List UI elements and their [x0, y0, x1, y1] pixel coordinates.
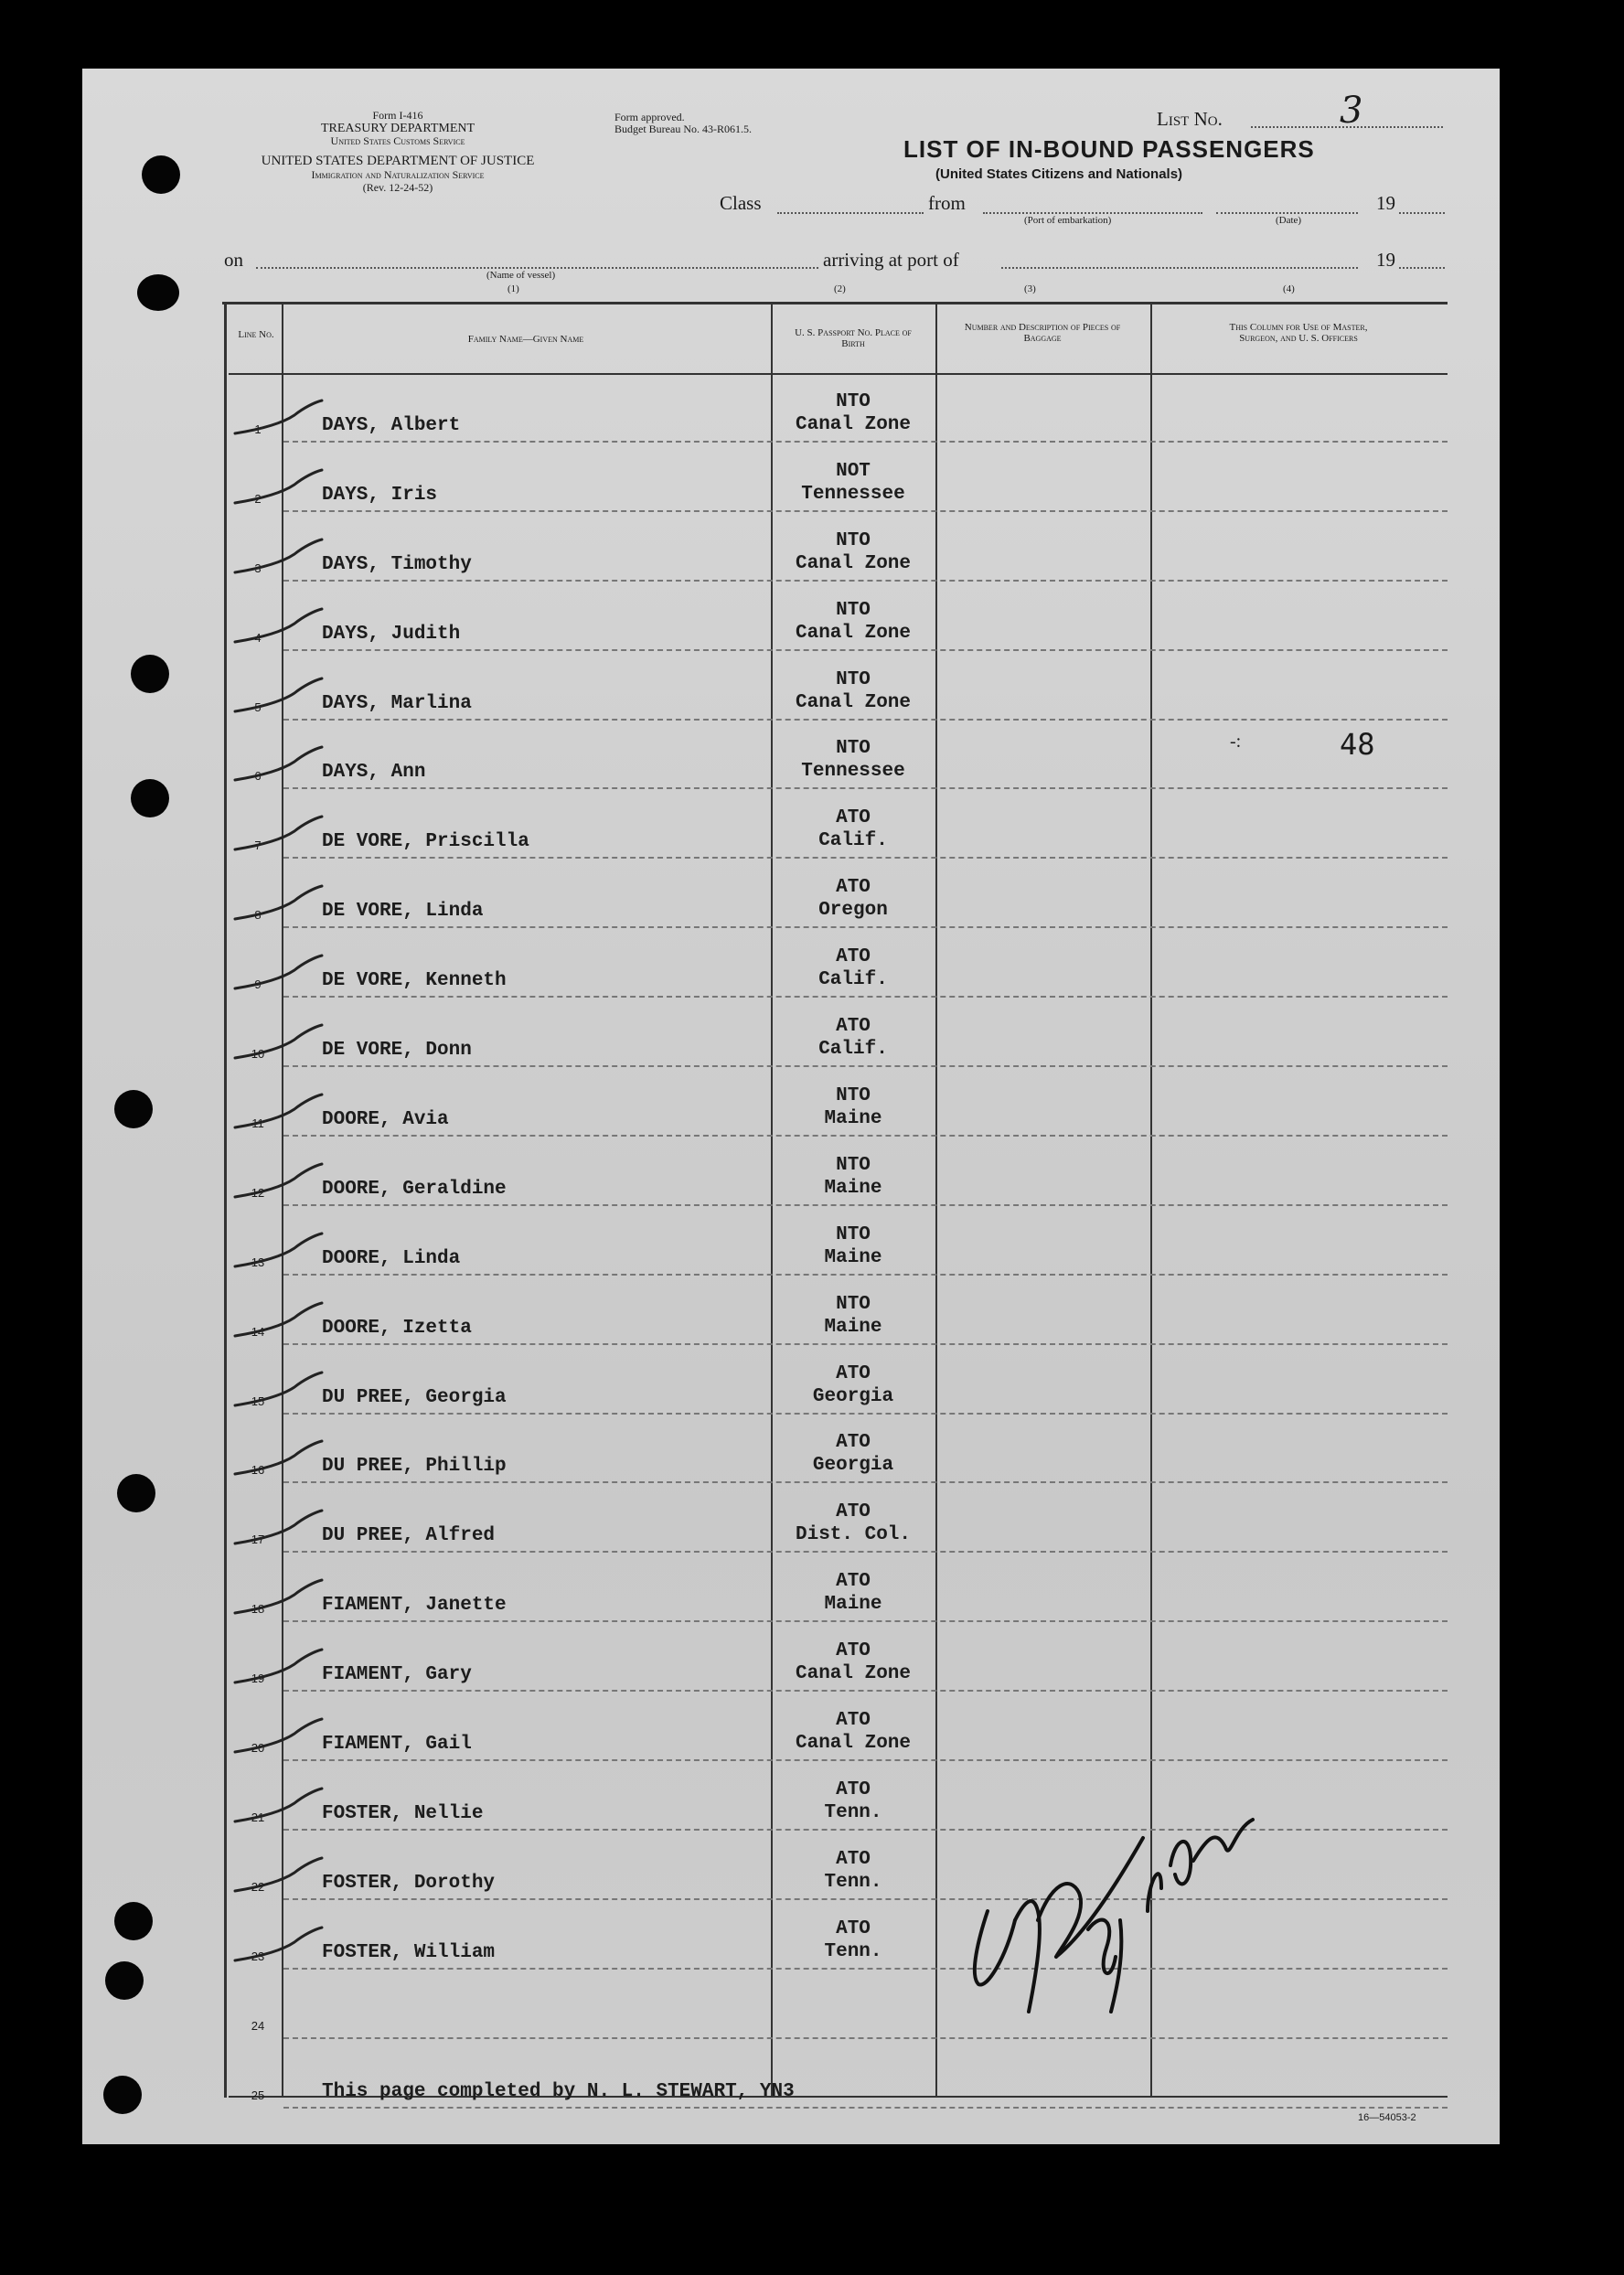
table-header-divider — [229, 373, 1448, 375]
passenger-name: FIAMENT, Janette — [322, 1595, 507, 1617]
year-label-1: 19 — [1376, 192, 1395, 214]
list-no-value: 3 — [1340, 90, 1363, 132]
passport-code: ATO — [836, 1710, 871, 1731]
row-line-number: 5 — [254, 700, 262, 714]
row-divider — [283, 2107, 1448, 2109]
place-of-birth: Canal Zone — [795, 552, 912, 574]
check-mark-icon — [230, 952, 331, 998]
place-of-birth: Canal Zone — [795, 1663, 912, 1685]
place-of-birth: Canal Zone — [795, 622, 912, 644]
passenger-name: DAYS, Judith — [322, 623, 461, 645]
date-line — [1216, 212, 1358, 214]
row-line-number: 3 — [254, 561, 262, 575]
check-mark-icon — [230, 1230, 331, 1276]
punch-hole — [131, 655, 169, 693]
row-line-number: 24 — [251, 2018, 265, 2033]
place-of-birth: Calif. — [818, 1039, 888, 1060]
col-header-baggage: Number and Description of Pieces of Baggage — [964, 322, 1121, 344]
row-divider — [283, 1204, 1448, 1206]
passenger-name: DE VORE, Donn — [322, 1040, 472, 1061]
arriving-label: arriving at port of — [823, 249, 959, 271]
dept-justice: UNITED STATES DEPARTMENT OF JUSTICE — [261, 154, 535, 168]
row-divider — [283, 1481, 1448, 1483]
passenger-name: DU PREE, Georgia — [322, 1386, 507, 1408]
passport-code: ATO — [836, 946, 871, 968]
passport-code: ATO — [836, 807, 871, 829]
row-line-number: 25 — [251, 2088, 265, 2102]
row-line-number: 1 — [254, 422, 262, 436]
list-no-label: List No. — [1157, 108, 1223, 130]
officer-signature — [951, 1801, 1280, 2030]
check-mark-icon — [230, 743, 331, 789]
passport-code: NTO — [836, 668, 871, 690]
row-divider — [283, 787, 1448, 789]
place-of-birth: Tenn. — [824, 1871, 882, 1893]
place-of-birth: Canal Zone — [795, 413, 912, 435]
col-num-4: (4) — [1283, 283, 1295, 294]
check-mark-icon — [230, 605, 331, 651]
place-of-birth: Maine — [824, 1246, 882, 1268]
col-num-2: (2) — [834, 283, 846, 294]
table-top-border — [222, 302, 1448, 304]
row-divider — [283, 1759, 1448, 1761]
punch-hole — [117, 1474, 155, 1512]
check-mark-icon — [230, 536, 331, 582]
place-of-birth: Calif. — [818, 830, 888, 852]
row-divider — [283, 2037, 1448, 2039]
check-mark-icon — [230, 1854, 331, 1900]
class-line — [777, 212, 924, 214]
place-of-birth: Oregon — [818, 900, 888, 922]
passport-code: ATO — [836, 1362, 871, 1384]
page-title: LIST OF IN-BOUND PASSENGERS — [903, 135, 1315, 163]
row-divider — [283, 1690, 1448, 1692]
check-mark-icon — [230, 1507, 331, 1553]
passport-code: NTO — [836, 1293, 871, 1315]
passport-code: ATO — [836, 1917, 871, 1939]
check-mark-icon — [230, 813, 331, 859]
row-divider — [283, 1413, 1448, 1415]
row-line-number: 19 — [251, 1672, 265, 1686]
row-line-number: 16 — [251, 1463, 265, 1478]
passenger-name: FIAMENT, Gary — [322, 1664, 472, 1686]
punch-hole — [103, 2076, 142, 2114]
table-left-border — [224, 302, 227, 2098]
class-label: Class — [720, 192, 762, 214]
row-divider — [283, 996, 1448, 998]
budget-bureau: Budget Bureau No. 43-R061.5. — [614, 123, 752, 135]
passport-code: NTO — [836, 738, 871, 760]
passenger-name: FIAMENT, Gail — [322, 1734, 472, 1755]
page-subtitle: (United States Citizens and Nationals) — [935, 166, 1183, 182]
row-divider — [283, 926, 1448, 928]
place-of-birth: Georgia — [812, 1455, 894, 1477]
vessel-caption: (Name of vessel) — [486, 270, 556, 281]
passport-code: ATO — [836, 1640, 871, 1662]
on-label: on — [224, 249, 243, 271]
col-header-name: Family Name—Given Name — [467, 334, 584, 345]
footer-code: 16—54053-2 — [1358, 2112, 1416, 2123]
punch-hole — [114, 1090, 153, 1128]
row-line-number: 13 — [251, 1255, 265, 1269]
place-of-birth: Maine — [824, 1594, 882, 1616]
passenger-name: DOORE, Linda — [322, 1247, 461, 1269]
completed-by-note: This page completed by N. L. STEWART, YN3 — [322, 2080, 795, 2102]
passenger-name: DAYS, Iris — [322, 484, 438, 506]
passenger-name: DE VORE, Priscilla — [322, 831, 529, 853]
row-line-number: 8 — [254, 908, 262, 923]
passenger-name: DAYS, Timothy — [322, 553, 472, 575]
passenger-name: DE VORE, Kenneth — [322, 970, 507, 992]
row-line-number: 23 — [251, 1949, 265, 1963]
passenger-name: FOSTER, Nellie — [322, 1802, 484, 1824]
place-of-birth: Tenn. — [824, 1940, 882, 1962]
place-of-birth: Maine — [824, 1316, 882, 1338]
passenger-name: DAYS, Albert — [322, 414, 461, 436]
check-mark-icon — [230, 1785, 331, 1831]
row-divider — [283, 510, 1448, 512]
place-of-birth: Canal Zone — [795, 691, 912, 713]
check-mark-icon — [230, 1924, 331, 1970]
row-divider — [283, 1274, 1448, 1276]
passport-code: NTO — [836, 1154, 871, 1176]
passport-code: NTO — [836, 1084, 871, 1106]
check-mark-icon — [230, 1021, 331, 1067]
passenger-name: DU PREE, Alfred — [322, 1525, 496, 1547]
port-embark-caption: (Port of embarkation) — [1024, 215, 1112, 226]
passenger-name: DOORE, Geraldine — [322, 1178, 507, 1200]
port-line — [1001, 267, 1358, 269]
passport-code: ATO — [836, 1501, 871, 1523]
punch-hole — [131, 779, 169, 817]
col-header-officers: This Column for Use of Master, Surgeon, and U. S. Officers — [1229, 322, 1368, 344]
passenger-name: DAYS, Ann — [322, 762, 426, 784]
row-line-number: 12 — [251, 1185, 265, 1200]
passport-code: NTO — [836, 390, 871, 412]
passenger-name: DAYS, Marlina — [322, 692, 472, 714]
place-of-birth: Tennessee — [801, 761, 905, 783]
year-line-2 — [1399, 267, 1445, 269]
check-mark-icon — [230, 1160, 331, 1206]
row-line-number: 6 — [254, 769, 262, 784]
revision: (Rev. 12-24-52) — [362, 181, 433, 194]
passport-code: ATO — [836, 1571, 871, 1593]
check-mark-icon — [230, 1576, 331, 1622]
punch-hole — [105, 1961, 144, 2000]
place-of-birth: Georgia — [812, 1385, 894, 1407]
passport-code: ATO — [836, 1432, 871, 1454]
passenger-name: DOORE, Avia — [322, 1108, 449, 1130]
check-mark-icon — [230, 1299, 331, 1345]
row-divider — [283, 1135, 1448, 1137]
check-mark-icon — [230, 1369, 331, 1415]
passenger-name: DOORE, Izetta — [322, 1317, 472, 1339]
row-line-number: 11 — [251, 1116, 264, 1130]
annotation-48: 48 — [1340, 727, 1375, 762]
year-line-1 — [1399, 212, 1445, 214]
passenger-name: DU PREE, Phillip — [322, 1456, 507, 1478]
check-mark-icon — [230, 1715, 331, 1761]
col-num-1: (1) — [508, 283, 519, 294]
dept-justice-sub: Immigration and Naturalization Service — [311, 168, 485, 181]
year-label-2: 19 — [1376, 249, 1395, 271]
col-num-3: (3) — [1024, 283, 1036, 294]
row-line-number: 2 — [254, 491, 262, 506]
check-mark-icon — [230, 1091, 331, 1137]
row-divider — [283, 719, 1448, 721]
row-divider — [283, 580, 1448, 582]
dept-treasury: TREASURY DEPARTMENT — [320, 122, 475, 135]
row-divider — [283, 1551, 1448, 1553]
col-header-line-no: Line No. — [238, 329, 274, 340]
place-of-birth: Tenn. — [824, 1801, 882, 1823]
row-line-number: 22 — [251, 1879, 265, 1894]
punch-hole — [142, 155, 180, 194]
col-header-passport: U. S. Passport No. Place of Birth — [795, 327, 912, 349]
passenger-name: DE VORE, Linda — [322, 901, 484, 923]
passport-code: ATO — [836, 1778, 871, 1800]
form-number: Form I-416 — [372, 109, 423, 122]
check-mark-icon — [230, 466, 331, 512]
check-mark-icon — [230, 397, 331, 443]
check-mark-icon — [230, 1437, 331, 1483]
passport-code: NOT — [836, 460, 871, 482]
check-mark-icon — [230, 675, 331, 721]
place-of-birth: Tennessee — [801, 483, 905, 505]
passport-code: ATO — [836, 1848, 871, 1870]
row-line-number: 18 — [251, 1602, 265, 1617]
row-line-number: 20 — [251, 1741, 265, 1755]
place-of-birth: Maine — [824, 1107, 882, 1129]
passport-code: NTO — [836, 1223, 871, 1245]
row-divider — [283, 857, 1448, 859]
date-caption: (Date) — [1276, 215, 1302, 226]
place-of-birth: Calif. — [818, 969, 888, 991]
from-line — [983, 212, 1202, 214]
row-divider — [283, 649, 1448, 651]
punch-hole — [137, 274, 179, 311]
row-divider — [283, 1343, 1448, 1345]
passport-code: NTO — [836, 529, 871, 551]
row-line-number: 4 — [254, 630, 262, 645]
passport-code: NTO — [836, 599, 871, 621]
passenger-name: FOSTER, William — [322, 1941, 496, 1963]
row-divider — [283, 1065, 1448, 1067]
passport-code: ATO — [836, 877, 871, 899]
place-of-birth: Canal Zone — [795, 1733, 912, 1754]
row-line-number: 15 — [251, 1394, 265, 1408]
dept-treasury-sub: United States Customs Service — [330, 134, 465, 147]
row-line-number: 14 — [251, 1324, 265, 1339]
vessel-line — [256, 267, 818, 269]
punch-hole — [114, 1902, 153, 1940]
place-of-birth: Dist. Col. — [795, 1524, 912, 1546]
row-line-number: 17 — [251, 1533, 265, 1547]
row-divider — [283, 441, 1448, 443]
form-approved: Form approved. — [614, 111, 685, 123]
from-label: from — [928, 192, 966, 214]
row-line-number: 21 — [251, 1810, 265, 1824]
passenger-name: FOSTER, Dorothy — [322, 1872, 496, 1894]
place-of-birth: Maine — [824, 1177, 882, 1199]
row-line-number: 9 — [254, 977, 262, 992]
row-line-number: 7 — [254, 838, 262, 853]
check-mark-icon — [230, 882, 331, 928]
tick-mark: -: — [1230, 732, 1242, 752]
row-divider — [283, 1620, 1448, 1622]
passport-code: ATO — [836, 1016, 871, 1037]
row-line-number: 10 — [251, 1047, 265, 1061]
check-mark-icon — [230, 1646, 331, 1692]
